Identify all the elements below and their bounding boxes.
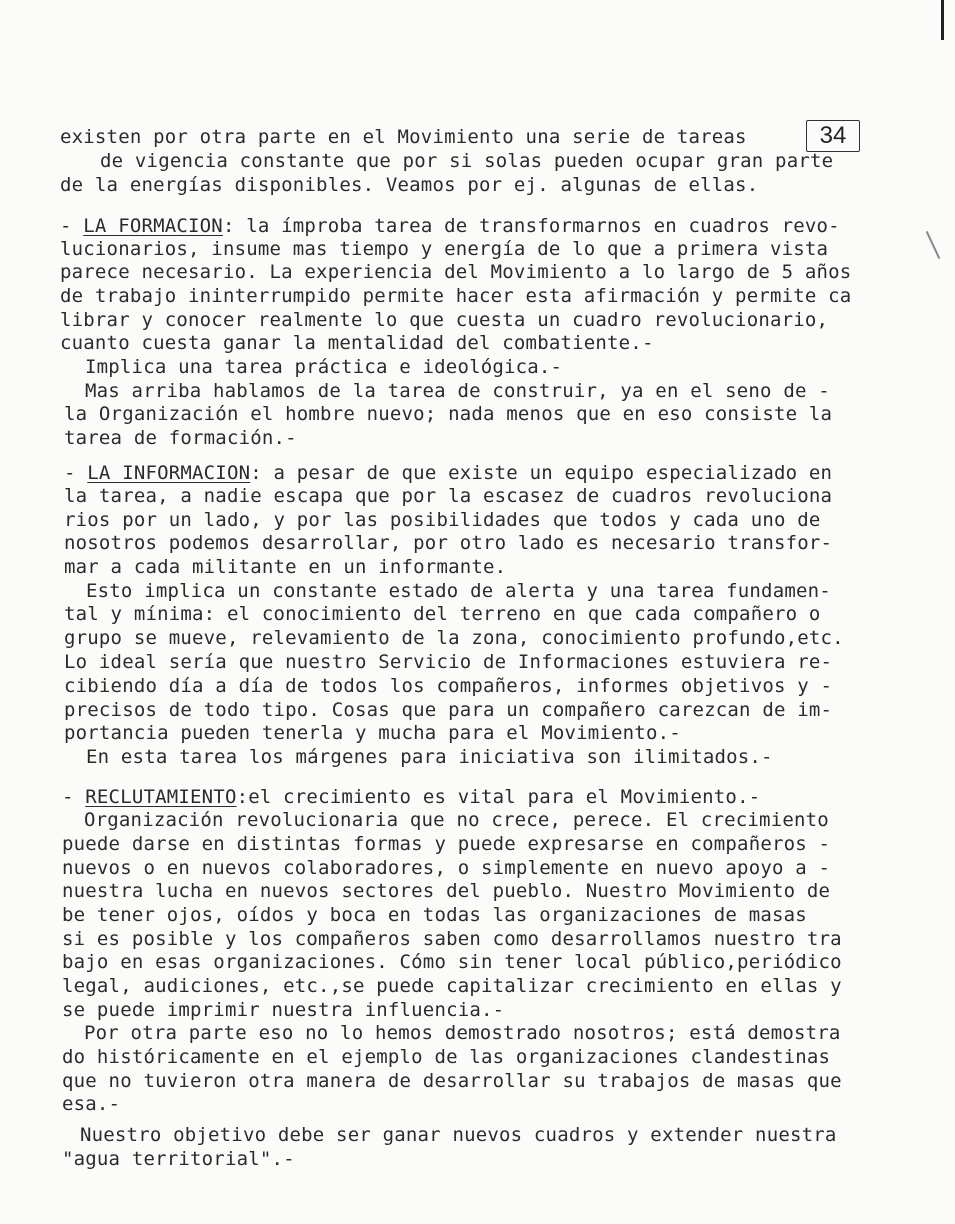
reclutamiento-first-line xyxy=(62,786,760,808)
reclutamiento-line: be tener ojos, oídos y boca en todas las organizaciones de masas xyxy=(62,904,807,926)
reclutamiento-line: legal, audiciones, etc.,se puede capitalizar crecimiento en ellas y xyxy=(62,975,842,997)
informacion-line: Lo ideal sería que nuestro Servicio de Informaciones estuviera re- xyxy=(64,651,833,673)
formacion-line: parece necesario. La experiencia del Movimiento a lo largo de 5 años xyxy=(60,261,852,283)
formacion-line: cuanto cuesta ganar la mentalidad del combatiente.- xyxy=(60,332,654,354)
formacion-line: de trabajo ininterrumpido permite hacer esta afirmación y permite ca xyxy=(60,285,852,307)
formacion-line: Mas arriba hablamos de la tarea de construir, ya en el seno de - xyxy=(85,380,830,402)
informacion-line: En esta tarea los márgenes para iniciativa son ilimitados.- xyxy=(86,746,773,768)
informacion-line: mar a cada militante en un informante. xyxy=(64,556,507,578)
reclutamiento-line: "agua territorial".- xyxy=(62,1148,295,1170)
formacion-heading: LA FORMACION xyxy=(83,215,223,237)
informacion-heading: LA INFORMACION xyxy=(87,462,251,484)
reclutamiento-line: que no tuvieron otra manera de desarrollar su trabajos de masas que xyxy=(62,1070,842,1092)
reclutamiento-line: esa.- xyxy=(62,1093,121,1115)
informacion-line: nosotros podemos desarrollar, por otro lado es necesario transfor- xyxy=(64,532,833,554)
reclutamiento-line: puede darse en distintas formas y puede expresarse en compañeros - xyxy=(62,833,831,855)
formacion-first-line xyxy=(60,215,840,237)
informacion-line: Esto implica un constante estado de alerta y una tarea fundamen- xyxy=(86,580,831,602)
reclutamiento-heading: RECLUTAMIENTO xyxy=(85,786,237,808)
intro-line: existen por otra parte en el Movimiento una serie de tareas xyxy=(60,126,747,148)
formacion-line: la Organización el hombre nuevo; nada menos que en eso consiste la xyxy=(64,403,833,425)
reclutamiento-line: nuestra lucha en nuevos sectores del pueblo. Nuestro Movimiento de xyxy=(62,880,831,902)
formacion-line: lucionarios, insume mas tiempo y energía de lo que a primera vista xyxy=(60,238,829,260)
reclutamiento-line: Por otra parte eso no lo hemos demostrado nosotros; está demostra xyxy=(84,1022,841,1044)
informacion-dash: - xyxy=(64,462,88,484)
reclutamiento-line: se puede imprimir nuestra influencia.- xyxy=(62,999,505,1021)
informacion-line: tal y mínima: el conocimiento del terreno en que cada compañero o xyxy=(64,603,821,625)
informacion-line: rios por un lado, y por las posibilidades que todos y cada uno de xyxy=(64,509,821,531)
formacion-line: tarea de formación.- xyxy=(64,427,297,449)
intro-line: de vigencia constante que por si solas pueden ocupar gran parte xyxy=(100,150,834,172)
reclutamiento-line: Organización revolucionaria que no crece, perece. El crecimiento xyxy=(84,809,829,831)
reclutamiento-line: :el crecimiento es vital para el Movimiento.- xyxy=(236,786,761,808)
formacion-line: librar y conocer realmente lo que cuesta un cuadro revolucionario, xyxy=(60,309,829,331)
reclutamiento-line: Nuestro objetivo debe ser ganar nuevos cuadros y extender nuestra xyxy=(80,1124,837,1146)
formacion-dash: - xyxy=(60,215,84,237)
informacion-line: cibiendo día a día de todos los compañeros, informes objetivos y - xyxy=(64,675,833,697)
informacion-first-line xyxy=(64,462,832,484)
reclutamiento-line: nuevos o en nuevos colaboradores, o simplemente en nuevo apoyo a - xyxy=(62,857,831,879)
page-number: 34 xyxy=(806,120,860,152)
informacion-line: portancia pueden tenerla y mucha para el Movimiento.- xyxy=(64,722,681,744)
informacion-line: la tarea, a nadie escapa que por la escasez de cuadros revoluciona xyxy=(64,485,833,507)
reclutamiento-line: bajo en esas organizaciones. Cómo sin tener local público,periódico xyxy=(62,951,842,973)
formacion-line: Implica una tarea práctica e ideológica.- xyxy=(85,356,563,378)
reclutamiento-dash: - xyxy=(62,786,86,808)
informacion-line: precisos de todo tipo. Cosas que para un compañero carezcan de im- xyxy=(64,699,833,721)
pencil-mark xyxy=(926,231,940,259)
intro-line: de la energías disponibles. Veamos por ej. algunas de ellas. xyxy=(60,174,759,196)
formacion-line: : la ímproba tarea de transformarnos en cuadros revo- xyxy=(222,215,840,237)
scan-edge-mark xyxy=(941,0,944,40)
informacion-line: : a pesar de que existe un equipo especializado en xyxy=(250,462,833,484)
reclutamiento-line: si es posible y los compañeros saben como desarrollamos nuestro tra xyxy=(62,928,842,950)
reclutamiento-line: do históricamente en el ejemplo de las organizaciones clandestinas xyxy=(62,1046,831,1068)
informacion-line: grupo se mueve, relevamiento de la zona, conocimiento profundo,etc. xyxy=(64,627,844,649)
